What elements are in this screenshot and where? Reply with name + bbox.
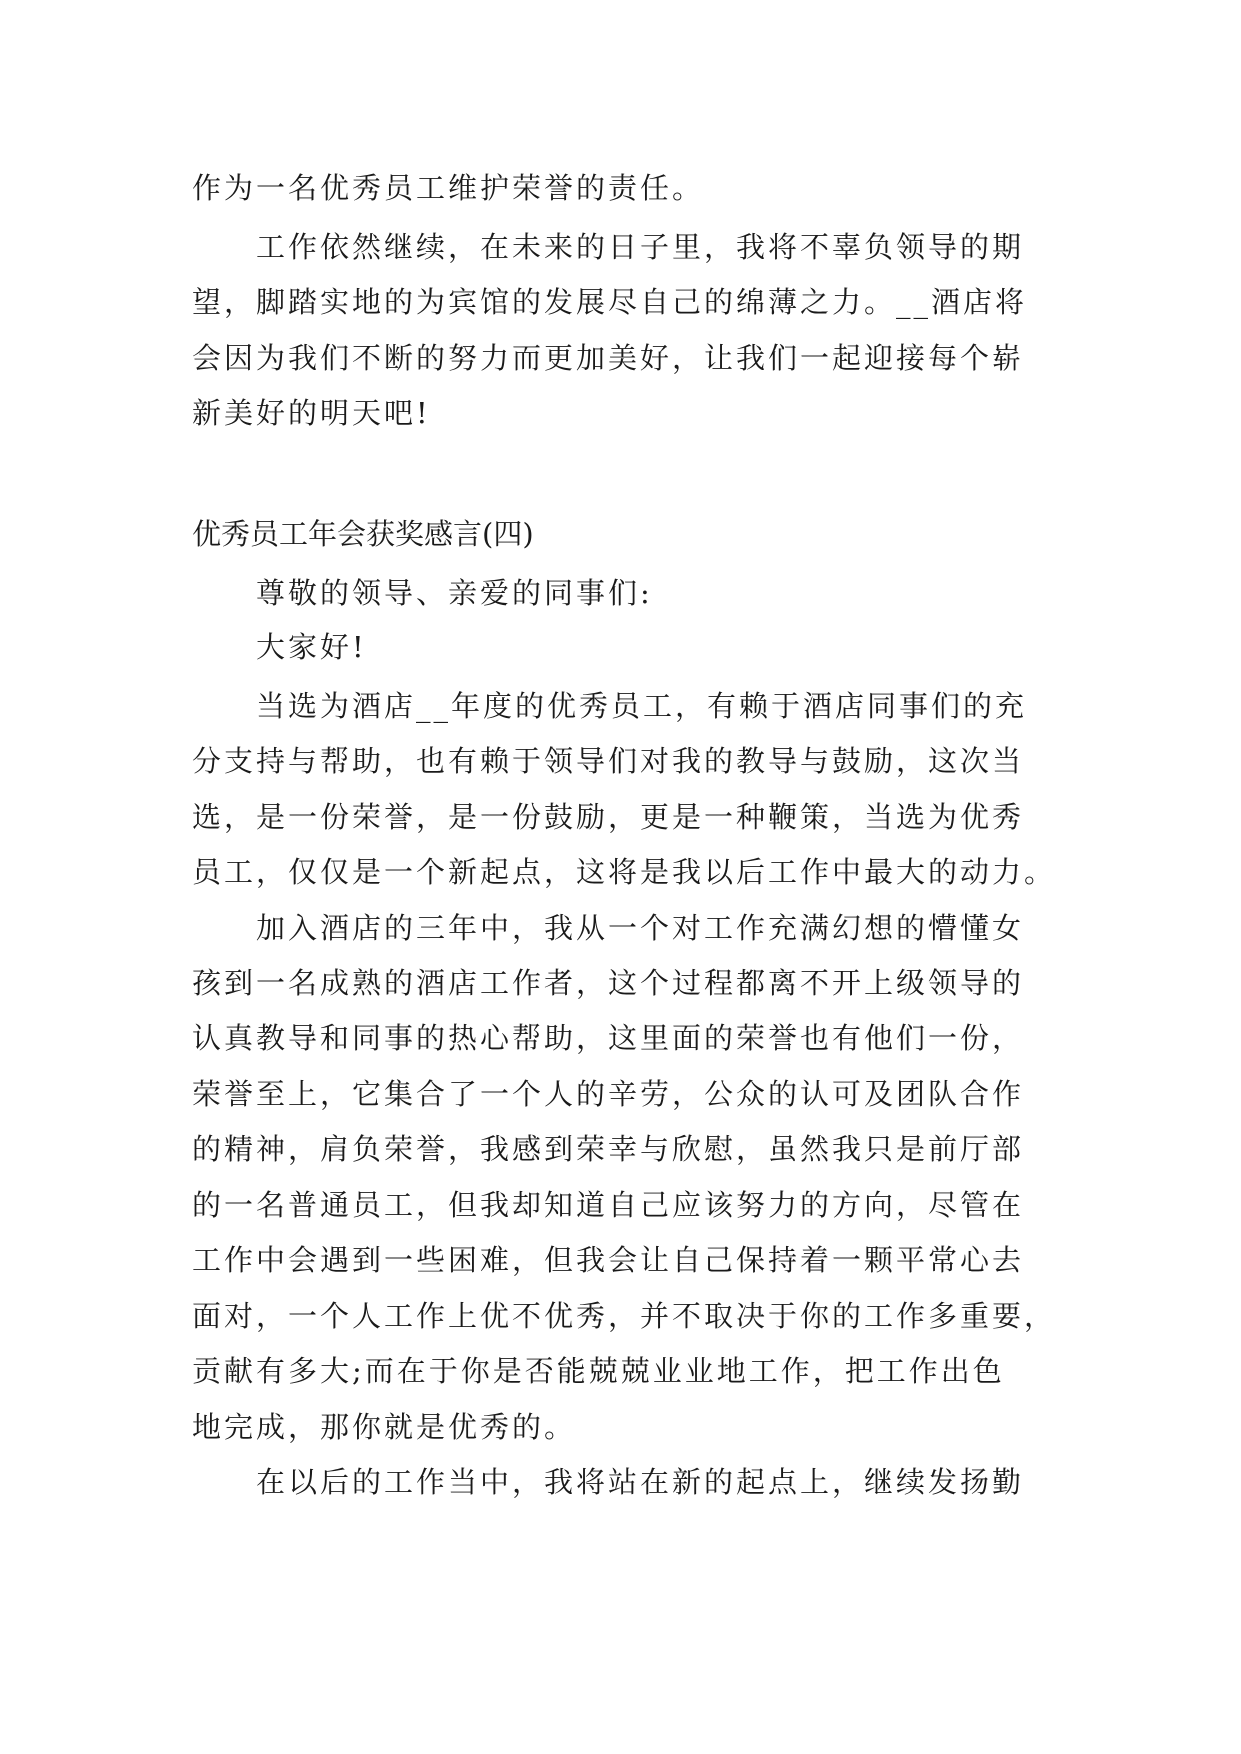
paragraph-line: 当选为酒店__年度的优秀员工，有赖于酒店同事们的充	[256, 689, 1028, 723]
paragraph-line: 地完成，那你就是优秀的。	[192, 1410, 577, 1444]
paragraph-line: 工作依然继续，在未来的日子里，我将不辜负领导的期	[256, 230, 1025, 264]
paragraph-line: 望，脚踏实地的为宾馆的发展尽自己的绵薄之力。__酒店将	[192, 285, 1028, 319]
paragraph-line: 认真教导和同事的热心帮助，这里面的荣誉也有他们一份，	[192, 1021, 1025, 1055]
salutation: 尊敬的领导、亲爱的同事们:	[256, 576, 653, 610]
paragraph-line: 的精神，肩负荣誉，我感到荣幸与欣慰，虽然我只是前厅部	[192, 1132, 1025, 1166]
paragraph-line: 在以后的工作当中，我将站在新的起点上，继续发扬勤	[256, 1465, 1025, 1499]
paragraph-line: 加入酒店的三年中，我从一个对工作充满幻想的懵懂女	[256, 911, 1025, 945]
paragraph-line: 孩到一名成熟的酒店工作者，这个过程都离不开上级领导的	[192, 966, 1025, 1000]
greeting: 大家好!	[256, 630, 367, 664]
paragraph-line: 的一名普通员工，但我却知道自己应该努力的方向，尽管在	[192, 1188, 1025, 1222]
paragraph-line: 新美好的明天吧!	[192, 396, 431, 430]
paragraph-line: 面对，一个人工作上优不优秀，并不取决于你的工作多重要，	[192, 1299, 1057, 1333]
paragraph-line: 工作中会遇到一些困难，但我会让自己保持着一颗平常心去	[192, 1243, 1025, 1277]
section-heading: 优秀员工年会获奖感言(四)	[192, 517, 534, 551]
paragraph-line: 贡献有多大;而在于你是否能兢兢业业地工作，把工作出色	[192, 1354, 1005, 1388]
paragraph-line: 分支持与帮助，也有赖于领导们对我的教导与鼓励，这次当	[192, 744, 1025, 778]
paragraph-line: 荣誉至上，它集合了一个人的辛劳，公众的认可及团队合作	[192, 1077, 1025, 1111]
paragraph-line: 选，是一份荣誉，是一份鼓励，更是一种鞭策，当选为优秀	[192, 800, 1025, 834]
paragraph-line: 员工，仅仅是一个新起点，这将是我以后工作中最大的动力。	[192, 855, 1057, 889]
paragraph-line: 会因为我们不断的努力而更加美好，让我们一起迎接每个崭	[192, 341, 1025, 375]
paragraph-line: 作为一名优秀员工维护荣誉的责任。	[192, 171, 705, 205]
